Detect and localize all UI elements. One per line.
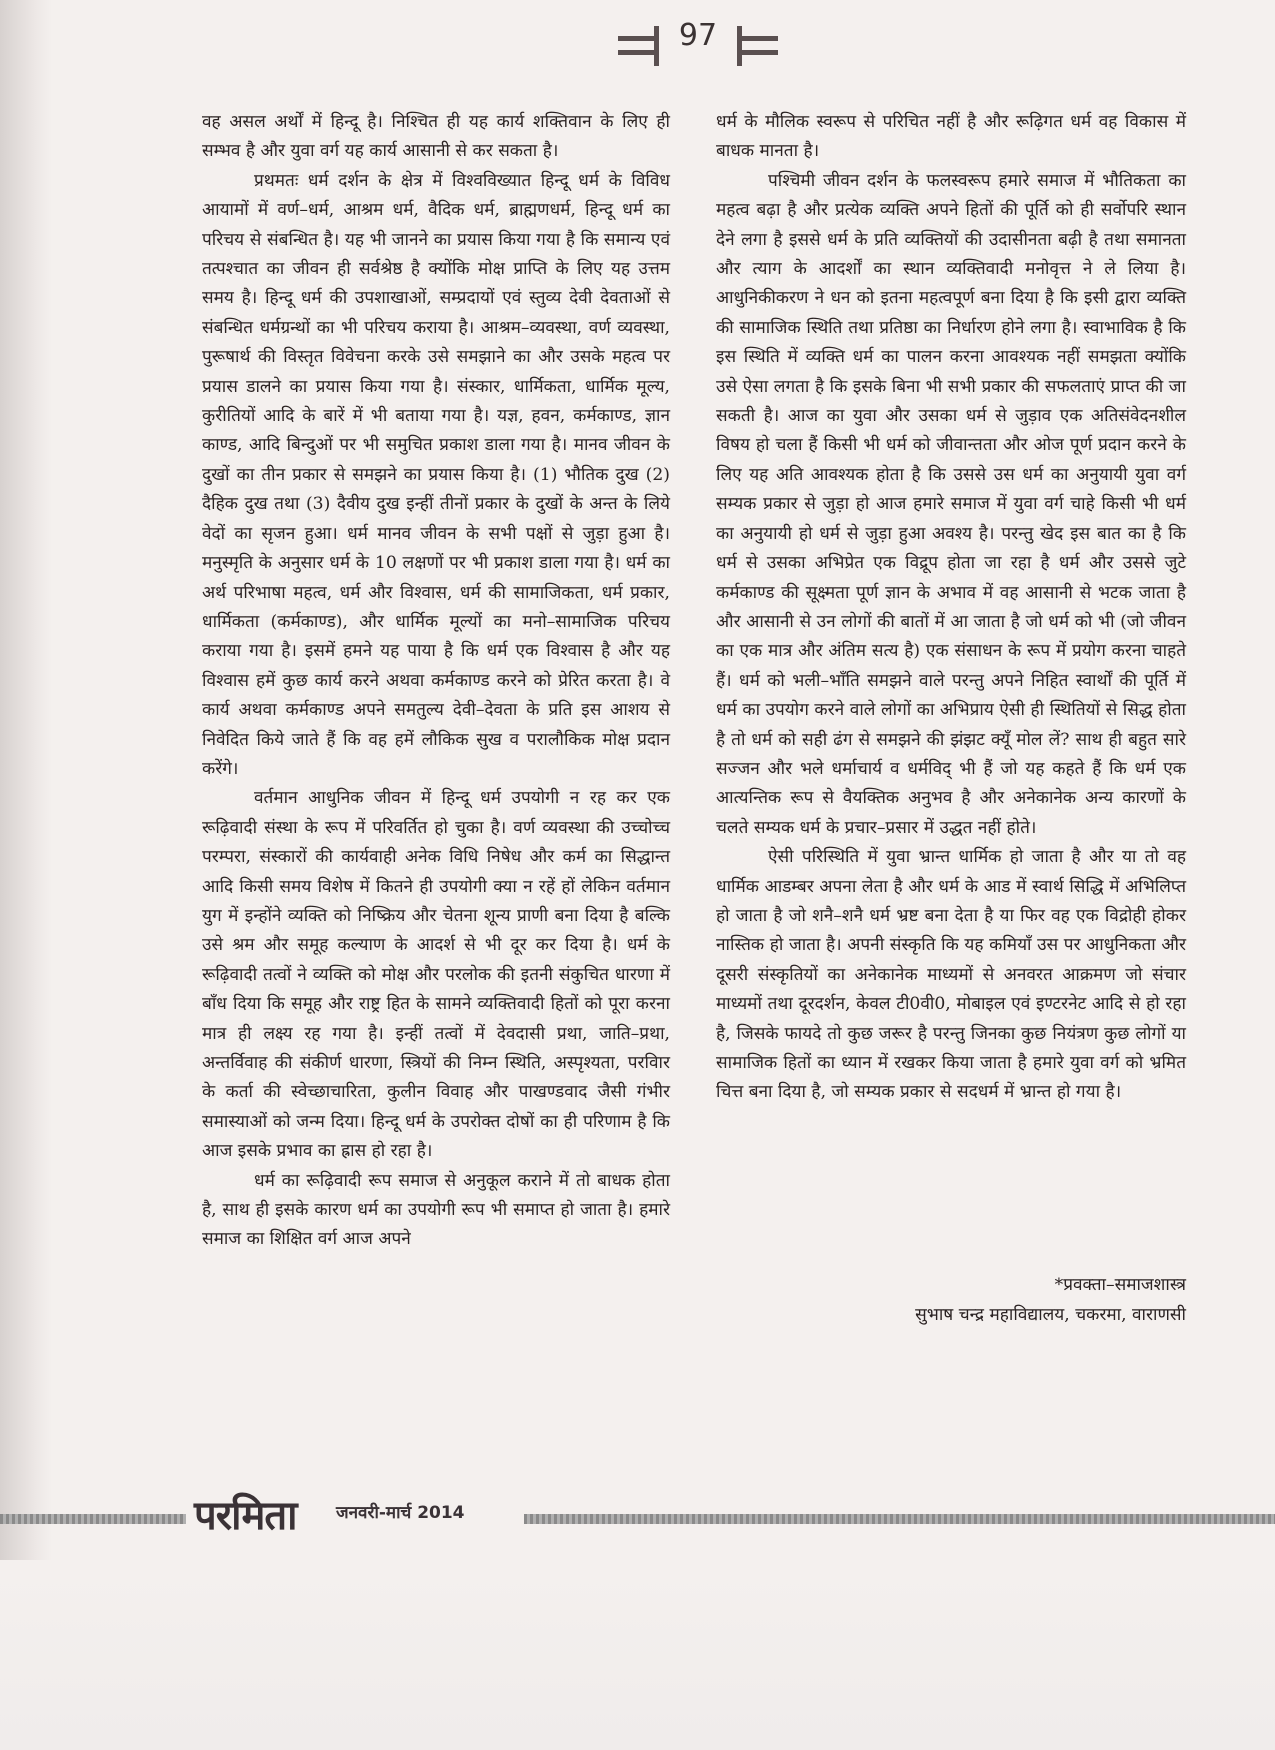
paragraph: पश्चिमी जीवन दर्शन के फलस्वरूप हमारे समाज में भौतिकता का महत्व बढ़ा है और प्रत्येक व्यक्ति अपने हितों की पूर्ति को ही सर्वोपरि स्थान देने लगा है इससे धर्म के प्रति व्यक्तियों की उदासीनता बढ़ी है तथा समानता और त्याग के आदर्शों का स्थान व्यक्तिवादी मनोवृत्त ने ले लिया है। आधुनिकीकरण ने धन को इतना महत्वपूर्ण बना दिया है कि इसी द्वारा व्यक्ति की सामाजिक स्थिति तथा प्रतिष्ठा का निर्धारण होने लगा है। स्वाभाविक है कि इस स्थिति में व्यक्ति धर्म का पालन करना आवश्यक नहीं समझता क्योंकि उसे ऐसा लगता है कि इसके बिना भी सभी प्रकार की सफलताएं प्राप्त की जा सकती है। आज का युवा और उसका धर्म से जुड़ाव एक अतिसंवेदनशील विषय हो चला हैं किसी भी धर्म को जीवान्तता और ओज पूर्ण प्रदान करने के लिए यह अति आवश्यक होता है कि उससे उस धर्म का अनुयायी युवा वर्ग सम्यक प्रकार से जुड़ा हो आज हमारे समाज में युवा वर्ग चाहे किसी भी धर्म का अनुयायी हो धर्म से जुड़ा हुआ अवश्य है। परन्तु खेद इस बात का है कि धर्म से उसका अभिप्रेत एक विद्रूप होता जा रहा है धर्म और उससे जुटे कर्मकाण्ड की सूक्ष्मता पूर्ण ज्ञान के अभाव में वह आसानी से भटक जाता है और आसानी से उन लोगों की बातों में आ जाता है जो धर्म को भी (जो जीवन का एक मात्र और अंतिम सत्य है) एक संसाधन के रूप में प्रयोग करना चाहते हैं। धर्म को भली–भाँति समझने वाले परन्तु अपने निहित स्वार्थों की पूर्ति में धर्म का उपयोग करने वाले लोगों का अभिप्राय ऐसी ही स्थितियों से सिद्ध होता है तो धर्म को सही ढंग से समझने की झंझट क्यूँ मोल लें? साथ ही बहुत सारे सज्जन और भले धर्माचार्य व धर्मविद् भी हैं जो यह कहते हैं कि धर्म एक आत्यन्तिक रूप से वैयक्तिक अनुभव है और अनेकानेक अन्य कारणों के चलते सम्यक धर्म के प्रचार–प्रसार में उद्धत नहीं होते।	[716, 170, 1186, 838]
journal-logo: परमिता	[194, 1493, 297, 1539]
left-text-column	[202, 108, 670, 1255]
author-designation: *प्रवक्ता–समाजशास्त्र	[1054, 1275, 1186, 1295]
left-bracket-ornament-icon	[618, 26, 662, 66]
paragraph: वर्तमान आधुनिक जीवन में हिन्दू धर्म उपयोगी न रह कर एक रूढ़िवादी संस्था के रूप में परिवर्तित हो चुका है। वर्ण व्यवस्था की उच्चोच्च परम्परा, संस्कारों की कार्यवाही अनेक विधि निषेध और कर्म का सिद्धान्त आदि किसी समय विशेष में कितने ही उपयोगी क्या न रहें हों लेकिन वर्तमान युग में इन्होंने व्यक्ति को निष्क्रिय और चेतना शून्य प्राणी बना दिया है बल्कि उसे श्रम और समूह कल्याण के आदर्श से भी दूर कर दिया है। धर्म के रूढ़िवादी तत्वों ने व्यक्ति को मोक्ष और परलोक की इतनी संकुचित धारणा में बाँध दिया कि समूह और राष्ट्र हित के सामने व्यक्तिवादी हितों को पूरा करना मात्र ही लक्ष्य रह गया है। इन्हीं तत्वों में देवदासी प्रथा, जाति–प्रथा, अन्तर्विवाह की संकीर्ण धारणा, स्त्रियों की निम्न स्थिति, अस्पृश्यता, परविार के कर्ता की स्वेच्छाचारिता, कुलीन विवाह और पाखण्डवाद जैसी गंभीर समास्याओं को जन्म दिया। हिन्दू धर्म के उपरोक्त दोषों का ही परिणाम है कि आज इसके प्रभाव का ह्रास हो रहा है।	[202, 788, 670, 1162]
page-number: 97	[678, 18, 718, 53]
author-institution: सुभाष चन्द्र महाविद्यालय, चकरमा, वाराणसी	[915, 1305, 1186, 1325]
page-bottom-margin	[0, 1560, 1275, 1750]
paragraph: प्रथमतः धर्म दर्शन के क्षेत्र में विश्वविख्यात हिन्दू धर्म के विविध आयामों में वर्ण–धर्म, आश्रम धर्म, वैदिक धर्म, ब्राह्मणधर्म, हिन्दू धर्म का परिचय से संबन्धित है। यह भी जानने का प्रयास किया गया है कि समान्य एवं तत्पश्चात का जीवन ही सर्वश्रेष्ठ है क्योंकि मोक्ष प्राप्ति के लिए यह उत्तम समय है। हिन्दू धर्म की उपशाखाओं, सम्प्रदायों एवं स्तुव्य देवी देवताओं से संबन्धित धर्मग्रन्थों का भी परिचय कराया है। आश्रम–व्यवस्था, वर्ण व्यवस्था, पुरूषार्थ की विस्तृत विवेचना करके उसे समझाने का और उसके महत्व पर प्रयास डालने का प्रयास किया गया है। संस्कार, धार्मिकता, धार्मिक मूल्य, कुरीतियों आदि के बारें में भी बताया गया है। यज्ञ, हवन, कर्मकाण्ड, ज्ञान काण्ड, आदि बिन्दुओं पर भी समुचित प्रकाश डाला गया है। मानव जीवन के दुखों का तीन प्रकार से समझने का प्रयास किया है। (1) भौतिक दुख (2) दैहिक दुख तथा (3) दैवीय दुख इन्हीं तीनों प्रकार के दुखों के अन्त के लिये वेदों का सृजन हुआ। धर्म मानव जीवन के सभी पक्षों से जुड़ा हुआ है। मनुस्मृति के अनुसार धर्म के 10 लक्षणों पर भी प्रकाश डाला गया है। धर्म का अर्थ परिभाषा महत्व, धर्म और विश्वास, धर्म की सामाजिकता, धर्म प्रकार, धार्मिकता (कर्मकाण्ड), और धार्मिक मूल्यों का मनो–सामाजिक परिचय कराया गया है। इसमें हमने यह पाया है कि धर्म एक विश्वास है और यह विश्वास हमें कुछ कार्य करने अथवा कर्मकाण्ड करने को प्रेरित करता है। वे कार्य अथवा कर्मकाण्ड अपने समतुल्य देवी–देवता के प्रति इस आशय से निवेदित किये जाते हैं कि वह हमें लौकिक सुख व परालौकिक मोक्ष प्रदान करेंगे।	[202, 170, 670, 779]
footer-bar	[0, 1504, 1275, 1532]
footer-stripe-right	[524, 1514, 1275, 1524]
paragraph: वह असल अर्थों में हिन्दू है। निश्चित ही यह कार्य शक्तिवान के लिए ही सम्भव है और युवा वर्ग यह कार्य आसानी से कर सकता है।	[202, 112, 670, 162]
paragraph: धर्म का रूढ़िवादी रूप समाज से अनुकूल कराने में तो बाधक होता है, साथ ही इसके कारण धर्म का उपयोगी रूप भी समाप्त हो जाता है। हमारे समाज का शिक्षित वर्ग आज अपने	[202, 1170, 670, 1250]
paragraph: ऐसी परिस्थिति में युवा भ्रान्त धार्मिक हो जाता है और या तो वह धार्मिक आडम्बर अपना लेता है और धर्म के आड में स्वार्थ सिद्धि में अभिलिप्त हो जाता है जो शनै–शनै धर्म भ्रष्ट बना देता है या फिर वह एक विद्रोही होकर नास्तिक हो जाता है। अपनी संस्कृति कि यह कमियाँ उस पर आधुनिकता और दूसरी संस्कृतियों का अनेकानेक माध्यमों से अनवरत आक्रमण जो संचार माध्यमों तथा दूरदर्शन, केवल टी0वी0, मोबाइल एवं इण्टरनेट आदि से हो रहा है, जिसके फायदे तो कुछ जरूर है परन्तु जिनका कुछ नियंत्रण कुछ लोगों या सामाजिक हितों का ध्यान में रखकर किया जाता है हमारे युवा वर्ग को भ्रमित चित्त बना दिया है, जो सम्यक प्रकार से सदधर्म में भ्रान्त हो गया है।	[716, 847, 1186, 1103]
author-signature	[716, 1270, 1186, 1330]
journal-issue: जनवरी-मार्च 2014	[336, 1503, 465, 1523]
right-bracket-ornament-icon	[734, 26, 778, 66]
right-text-column	[716, 108, 1186, 1108]
page-header	[618, 12, 778, 72]
page-binding-shadow	[0, 0, 52, 1750]
paragraph: धर्म के मौलिक स्वरूप से परिचित नहीं है और रूढ़िगत धर्म वह विकास में बाधक मानता है।	[716, 112, 1186, 162]
footer-stripe-left	[0, 1514, 186, 1524]
